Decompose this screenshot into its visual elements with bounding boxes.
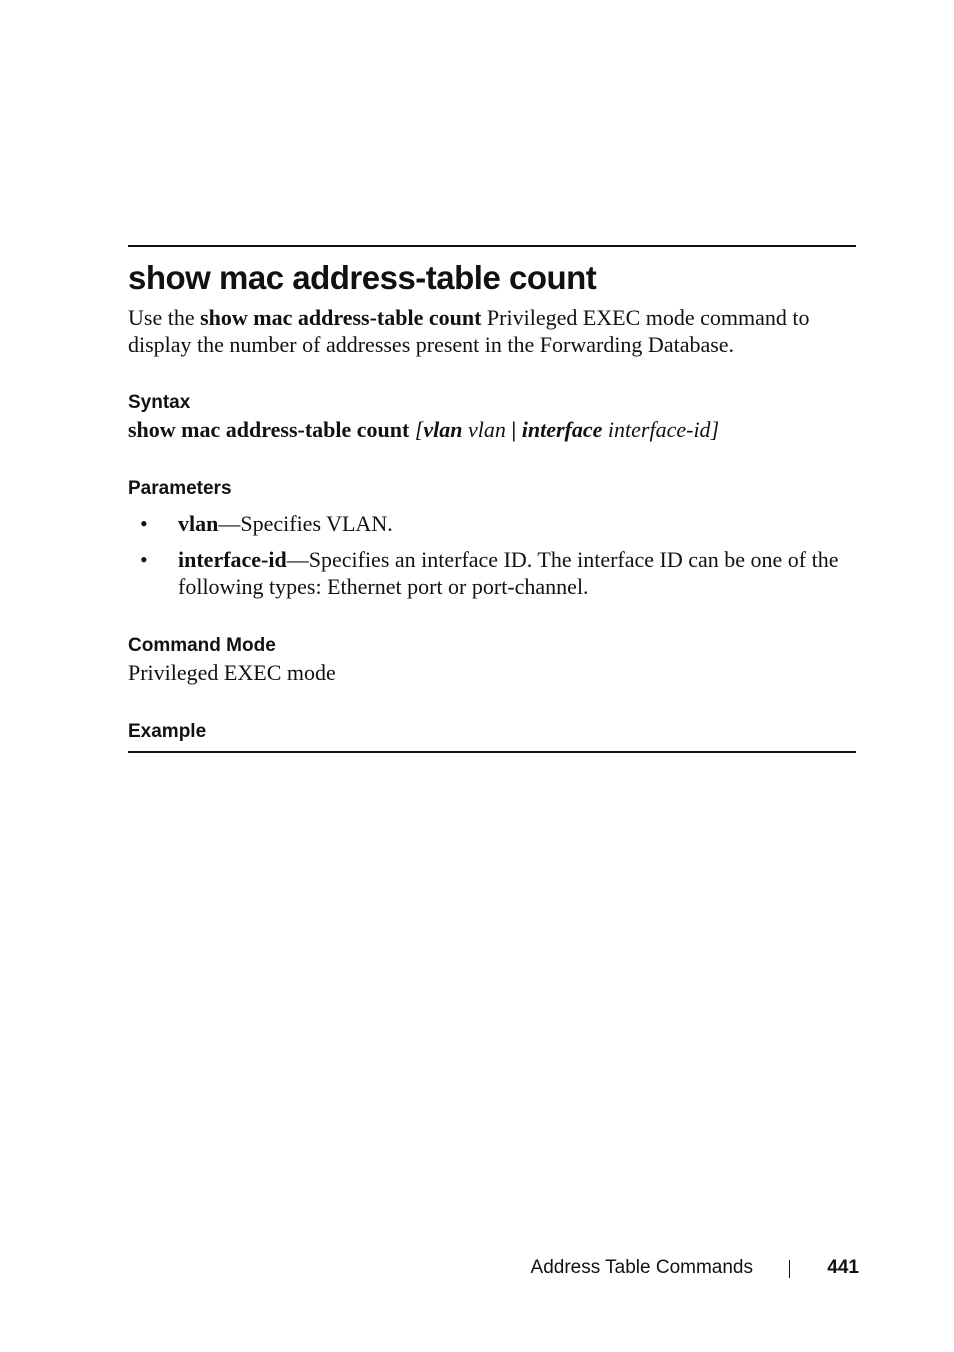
intro-command: show mac address-table count bbox=[200, 305, 482, 330]
parameter-item-interface-id bbox=[128, 546, 858, 600]
syntax-arg-interface: interface-id bbox=[602, 417, 711, 442]
parameter-name: vlan bbox=[178, 511, 219, 536]
page-number: 441 bbox=[827, 1257, 859, 1278]
parameters-heading: Parameters bbox=[128, 478, 232, 499]
syntax-close-bracket: ] bbox=[710, 417, 720, 442]
top-rule bbox=[128, 245, 856, 247]
syntax-line bbox=[128, 416, 719, 443]
page-title: show mac address-table count bbox=[128, 259, 597, 296]
bullet-marker: • bbox=[140, 511, 148, 536]
parameter-name: interface-id bbox=[178, 547, 287, 572]
example-rule bbox=[128, 751, 856, 753]
page-footer bbox=[0, 1255, 954, 1281]
example-heading: Example bbox=[128, 721, 207, 742]
syntax-keyword-interface: interface bbox=[516, 417, 603, 442]
footer-separator bbox=[789, 1260, 790, 1278]
syntax-heading: Syntax bbox=[128, 392, 191, 413]
command-mode-text: Privileged EXEC mode bbox=[128, 660, 336, 685]
syntax-open-bracket: [ bbox=[409, 417, 424, 442]
parameter-item-vlan bbox=[128, 510, 858, 537]
syntax-arg-vlan: vlan bbox=[462, 417, 512, 442]
syntax-separator: | bbox=[511, 417, 517, 442]
parameters-list bbox=[128, 510, 858, 609]
bullet-marker: • bbox=[140, 547, 148, 572]
syntax-keyword-vlan: vlan bbox=[423, 417, 463, 442]
syntax-command: show mac address-table count bbox=[128, 417, 410, 442]
intro-after: Privileged EXEC mode command to display the number of addresses present in the Forwarding Database. bbox=[128, 305, 810, 357]
intro-paragraph bbox=[128, 304, 858, 358]
footer-section-title: Address Table Commands bbox=[530, 1257, 753, 1278]
parameter-description: —Specifies VLAN. bbox=[218, 511, 393, 536]
command-mode-heading: Command Mode bbox=[128, 635, 276, 656]
parameter-description: —Specifies an interface ID. The interface ID can be one of the following types: Ethernet port or port-channel. bbox=[178, 547, 839, 599]
intro-before: Use the bbox=[128, 305, 201, 330]
